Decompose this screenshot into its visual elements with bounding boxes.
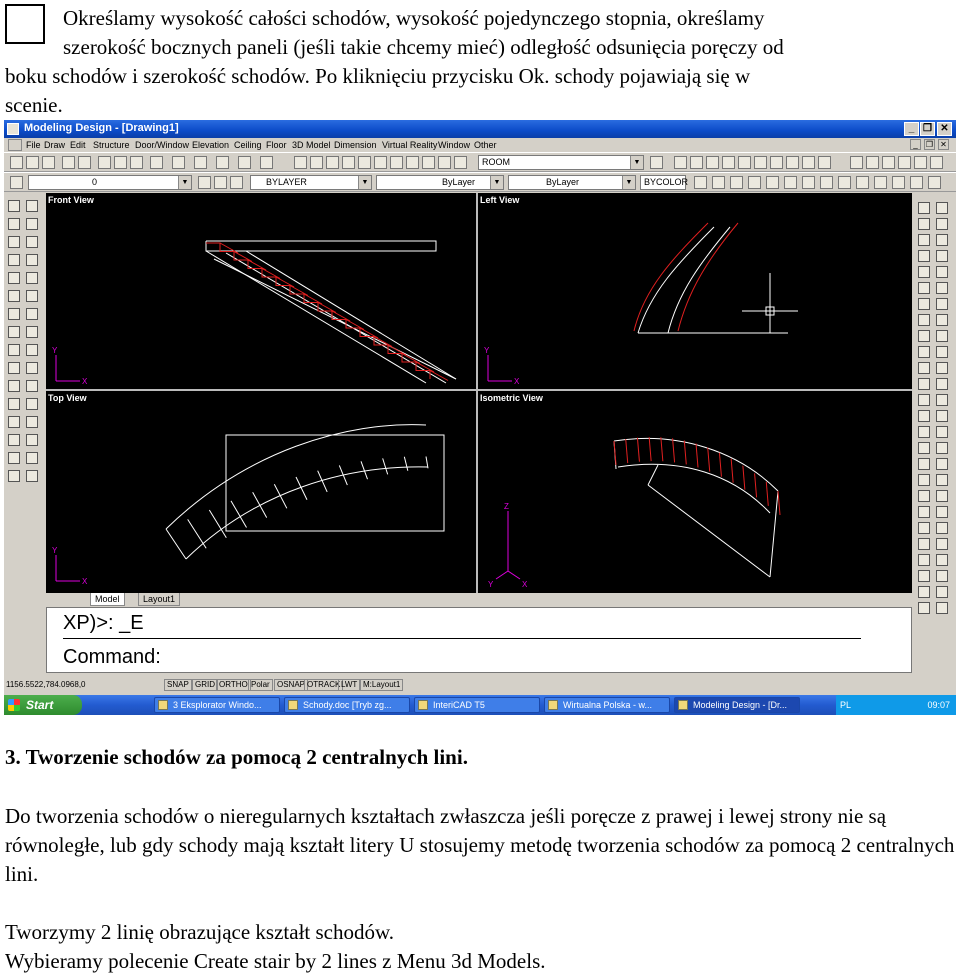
- menu-file[interactable]: File: [26, 140, 41, 150]
- view-tool-icon[interactable]: [936, 314, 948, 326]
- menu-floor[interactable]: Floor: [266, 140, 287, 150]
- axis-y-label: Y: [52, 546, 58, 555]
- tool-icon[interactable]: [866, 156, 879, 169]
- axis-y-label: Y: [484, 346, 490, 355]
- print-icon[interactable]: [62, 156, 75, 169]
- menu-edit[interactable]: Edit: [70, 140, 86, 150]
- view-tool-icon[interactable]: [936, 474, 948, 486]
- view-tool-icon[interactable]: [936, 410, 948, 422]
- ucs-icon: [496, 511, 520, 579]
- instruction-line: Wybieramy polecenie Create stair by 2 lines z Menu 3d Models.: [5, 949, 546, 973]
- stair-tread: [209, 510, 226, 538]
- view-tool-icon[interactable]: [936, 218, 948, 230]
- dim-tool-icon[interactable]: [802, 176, 815, 189]
- room-combo[interactable]: [478, 155, 644, 170]
- view-tool-icon[interactable]: [918, 554, 930, 566]
- line-tool-icon[interactable]: [770, 156, 783, 169]
- stair-step-profile: [206, 243, 430, 379]
- clock: 09:07: [927, 700, 950, 710]
- stair-riser: [778, 491, 780, 515]
- stair-left-red: [634, 223, 738, 331]
- dim-tool-icon[interactable]: [730, 176, 743, 189]
- extend-icon[interactable]: [26, 380, 38, 392]
- command-history-line: XP)>: _E: [63, 612, 144, 634]
- view-tool-icon[interactable]: [918, 474, 930, 486]
- viewport-top-label: Top View: [48, 393, 87, 403]
- view-tool-icon[interactable]: [936, 538, 948, 550]
- taskbar-item[interactable]: [414, 697, 540, 713]
- dim-tool-icon[interactable]: [820, 176, 833, 189]
- view-tool-icon[interactable]: [936, 266, 948, 278]
- view-tool-icon[interactable]: [918, 602, 930, 614]
- otrack-toggle[interactable]: OTRACK: [304, 679, 343, 691]
- view-toolbar: [912, 192, 956, 632]
- stair-riser: [661, 437, 663, 461]
- pan-icon[interactable]: [216, 156, 229, 169]
- status-bar: [4, 678, 956, 693]
- front-view-drawing: [46, 193, 478, 391]
- stair-riser: [626, 439, 628, 463]
- command-prompt[interactable]: Command:: [63, 646, 161, 668]
- layer-icon[interactable]: [214, 176, 227, 189]
- view-tool-icon[interactable]: [936, 202, 948, 214]
- view-tool-icon[interactable]: [936, 522, 948, 534]
- line-tool-icon[interactable]: [722, 156, 735, 169]
- view-tool-icon[interactable]: [936, 394, 948, 406]
- stair-riser: [708, 448, 710, 472]
- view-tool-icon[interactable]: [918, 586, 930, 598]
- viewport-left-label: Left View: [480, 195, 520, 205]
- viewport-isometric[interactable]: [478, 391, 912, 593]
- document-icon: [8, 139, 22, 151]
- viewport-left[interactable]: [478, 193, 912, 391]
- tool-icon[interactable]: [914, 156, 927, 169]
- menu-3d-model[interactable]: 3D Model: [292, 140, 331, 150]
- new-icon[interactable]: [10, 156, 23, 169]
- instructions: [5, 918, 955, 976]
- axis-y-label: Y: [488, 580, 494, 589]
- layer-combo-value: 0: [92, 177, 98, 187]
- viewport-area[interactable]: [46, 193, 912, 593]
- tool-icon[interactable]: [390, 156, 403, 169]
- taskbar-item[interactable]: [284, 697, 410, 713]
- taskbar-item-label: Modeling Design - [Dr...: [693, 700, 788, 710]
- line-tool-icon[interactable]: [690, 156, 703, 169]
- layer-icon[interactable]: [230, 176, 243, 189]
- intro-line: boku schodów i szerokość schodów. Po kliknięciu przycisku Ok. schody pojawiają się w: [5, 64, 751, 88]
- undo-icon[interactable]: [172, 156, 185, 169]
- axis-z-label: Z: [504, 502, 509, 511]
- stair-riser: [755, 473, 757, 497]
- doc-close-button[interactable]: ✕: [938, 139, 949, 150]
- view-tool-icon[interactable]: [936, 234, 948, 246]
- tool-icon[interactable]: [342, 156, 355, 169]
- linetype-combo-value: ByLayer: [442, 177, 476, 187]
- break-icon[interactable]: [26, 398, 38, 410]
- offset-icon[interactable]: [26, 254, 38, 266]
- polyline-icon[interactable]: [8, 218, 20, 230]
- zoom-window-icon[interactable]: [918, 234, 930, 246]
- maximize-button[interactable]: ❐: [920, 122, 935, 136]
- view-tool-icon[interactable]: [918, 442, 930, 454]
- dim-tool-icon[interactable]: [928, 176, 941, 189]
- chevron-down-icon: ▼: [490, 176, 503, 189]
- left-view-drawing: [478, 193, 912, 391]
- point-icon[interactable]: [8, 416, 20, 428]
- axis-x-label: X: [514, 377, 520, 386]
- draw-toolbar: [4, 192, 44, 592]
- region-icon[interactable]: [8, 452, 20, 464]
- view-tool-icon[interactable]: [918, 522, 930, 534]
- view-tool-icon[interactable]: [918, 346, 930, 358]
- color-combo-value: BYLAYER: [266, 177, 307, 187]
- stair-front-red: [206, 243, 448, 381]
- stair-top-white: [166, 425, 428, 559]
- window-title: Modeling Design - [Drawing1]: [24, 122, 179, 134]
- line-tool-icon[interactable]: [706, 156, 719, 169]
- stretch-icon[interactable]: [26, 344, 38, 356]
- start-button[interactable]: [4, 695, 82, 715]
- lineweight-combo-value: ByLayer: [546, 177, 580, 187]
- chevron-down-icon: ▼: [358, 176, 371, 189]
- view-tool-icon[interactable]: [936, 330, 948, 342]
- cad-screenshot: [4, 120, 956, 715]
- dim-tool-icon[interactable]: [856, 176, 869, 189]
- stair-tread: [166, 529, 186, 559]
- stair-riser: [731, 459, 733, 483]
- ucs-icon: [56, 555, 80, 581]
- stair-front-white: [206, 241, 456, 383]
- top-view-drawing: [46, 391, 478, 593]
- line-icon[interactable]: [8, 200, 20, 212]
- axis-y-label: Y: [52, 346, 58, 355]
- tool-icon[interactable]: [438, 156, 451, 169]
- stair-iso-white: [614, 438, 778, 577]
- insert-block-icon[interactable]: [8, 380, 20, 392]
- axis-x-label: X: [82, 577, 88, 586]
- tool-icon[interactable]: [898, 156, 911, 169]
- stair-tread: [383, 458, 388, 474]
- isometric-view-drawing: [478, 391, 912, 593]
- tool-icon[interactable]: [310, 156, 323, 169]
- polar-toggle[interactable]: Polar: [248, 679, 273, 691]
- line-tool-icon[interactable]: [818, 156, 831, 169]
- doc-minimize-button[interactable]: _: [910, 139, 921, 150]
- view-tool-icon[interactable]: [918, 538, 930, 550]
- zoom-icon[interactable]: [238, 156, 251, 169]
- rectangle-icon[interactable]: [8, 254, 20, 266]
- menu-virtual-reality[interactable]: Virtual Reality: [382, 140, 438, 150]
- view-tool-icon[interactable]: [936, 570, 948, 582]
- coordinate-readout: 1156.5522,784.0968,0: [6, 680, 86, 689]
- crosshair-cursor: [742, 273, 798, 333]
- standard-toolbar: [4, 152, 956, 172]
- browser-icon: [548, 700, 558, 710]
- tool-icon[interactable]: [358, 156, 371, 169]
- stair-riser: [673, 438, 675, 462]
- erase-icon[interactable]: [26, 200, 38, 212]
- chamfer-icon[interactable]: [26, 434, 38, 446]
- revcloud-icon[interactable]: [8, 308, 20, 320]
- trim-icon[interactable]: [26, 362, 38, 374]
- stair-riser: [766, 482, 768, 506]
- dim-tool-icon[interactable]: [892, 176, 905, 189]
- stair-tread: [404, 457, 408, 471]
- minimize-button[interactable]: _: [904, 122, 919, 136]
- windows-logo-icon: [8, 699, 20, 711]
- menu-structure[interactable]: Structure: [93, 140, 130, 150]
- model-layout-toggle[interactable]: M:Layout1: [360, 679, 403, 691]
- taskbar-item-active[interactable]: [674, 697, 800, 713]
- system-tray: [836, 695, 956, 715]
- view-tool-icon[interactable]: [918, 570, 930, 582]
- tool-icon[interactable]: [882, 156, 895, 169]
- section-heading: 3. Tworzenie schodów za pomocą 2 centralnych lini.: [5, 745, 468, 769]
- rotate-icon[interactable]: [26, 308, 38, 320]
- mirror-icon[interactable]: [26, 236, 38, 248]
- menu-ceiling[interactable]: Ceiling: [234, 140, 262, 150]
- view-tool-icon[interactable]: [936, 506, 948, 518]
- grid-toggle[interactable]: GRID: [192, 679, 218, 691]
- intro-line: scenie.: [5, 93, 63, 117]
- menubar: [4, 138, 956, 152]
- view-tool-icon[interactable]: [918, 410, 930, 422]
- command-line[interactable]: [46, 607, 912, 673]
- zoom-realtime-icon[interactable]: [918, 202, 930, 214]
- taskbar-item-label: Wirtualna Polska - w...: [563, 700, 653, 710]
- word-icon: [288, 700, 298, 710]
- menu-door-window[interactable]: Door/Window: [135, 140, 190, 150]
- doc-restore-button[interactable]: ❐: [925, 140, 934, 149]
- view-tool-icon[interactable]: [936, 458, 948, 470]
- start-label: Start: [26, 698, 54, 712]
- plotstyle-combo[interactable]: [640, 175, 689, 190]
- view-tool-icon[interactable]: [936, 250, 948, 262]
- menu-draw[interactable]: Draw: [44, 140, 66, 150]
- stair-top-treads: [166, 457, 428, 559]
- circle-icon[interactable]: [8, 290, 20, 302]
- dim-tool-icon[interactable]: [766, 176, 779, 189]
- view-tool-icon[interactable]: [936, 426, 948, 438]
- view-tool-icon[interactable]: [936, 298, 948, 310]
- view-tool-icon[interactable]: [936, 442, 948, 454]
- menu-dimension[interactable]: Dimension: [334, 140, 377, 150]
- dim-tool-icon[interactable]: [748, 176, 761, 189]
- tool-icon[interactable]: [406, 156, 419, 169]
- lineweight-combo[interactable]: [508, 175, 636, 190]
- line-tool-icon[interactable]: [738, 156, 751, 169]
- line-tool-icon[interactable]: [802, 156, 815, 169]
- view-tool-icon[interactable]: [936, 602, 948, 614]
- osnap-toggle[interactable]: OSNAP: [274, 679, 308, 691]
- view-tool-icon[interactable]: [918, 298, 930, 310]
- view-tool-icon[interactable]: [936, 346, 948, 358]
- stair-riser: [684, 440, 686, 464]
- chevron-down-icon: ▼: [630, 156, 643, 169]
- view-tool-icon[interactable]: [936, 586, 948, 598]
- viewport-front-label: Front View: [48, 195, 94, 205]
- folder-icon: [158, 700, 168, 710]
- dim-tool-icon[interactable]: [838, 176, 851, 189]
- copy-icon[interactable]: [114, 156, 127, 169]
- view-tool-icon[interactable]: [918, 314, 930, 326]
- viewport-front[interactable]: [46, 193, 478, 391]
- color-combo[interactable]: [250, 175, 372, 190]
- menu-window[interactable]: Window: [438, 140, 471, 150]
- stair-tread: [274, 484, 287, 508]
- line-tool-icon[interactable]: [754, 156, 767, 169]
- stair-tread: [188, 519, 207, 548]
- dim-tool-icon[interactable]: [694, 176, 707, 189]
- stair-riser: [649, 437, 651, 461]
- room-combo-value: ROOM: [482, 157, 510, 167]
- polygon-icon[interactable]: [8, 236, 20, 248]
- stair-riser: [696, 444, 698, 468]
- stair-iso-red: [614, 437, 780, 515]
- view-tool-icon[interactable]: [918, 266, 930, 278]
- layers-toolbar: [4, 172, 956, 192]
- app-icon: [7, 123, 19, 135]
- view-tool-icon[interactable]: [918, 426, 930, 438]
- axis-x-label: X: [82, 377, 88, 386]
- spline-icon[interactable]: [8, 326, 20, 338]
- instruction-line: Tworzymy 2 linię obrazujące kształt schodów.: [5, 920, 395, 944]
- tool-icon[interactable]: [850, 156, 863, 169]
- view-tool-icon[interactable]: [918, 378, 930, 390]
- layer-prev-icon[interactable]: [198, 176, 211, 189]
- stair-riser: [719, 453, 721, 477]
- viewport-top[interactable]: [46, 391, 478, 593]
- taskbar-item[interactable]: [544, 697, 670, 713]
- view-tool-icon[interactable]: [918, 506, 930, 518]
- view-tool-icon[interactable]: [918, 330, 930, 342]
- plotstyle-combo-value: BYCOLOR: [644, 177, 689, 187]
- chevron-down-icon: ▼: [178, 176, 191, 189]
- intro-line: szerokość bocznych paneli (jeśli takie chcemy mieć) odległość odsunięcia poręczy od: [63, 35, 784, 59]
- ellipse-icon[interactable]: [8, 344, 20, 356]
- make-block-icon[interactable]: [8, 398, 20, 410]
- tool-icon[interactable]: [294, 156, 307, 169]
- tool-icon[interactable]: [650, 156, 663, 169]
- stair-left-outline: [638, 227, 788, 333]
- taskbar-item[interactable]: [154, 697, 280, 713]
- view-tool-icon[interactable]: [918, 458, 930, 470]
- ucs-icon: [488, 355, 512, 381]
- fillet-icon[interactable]: [26, 452, 38, 464]
- array-icon[interactable]: [26, 272, 38, 284]
- axis-x-label: X: [522, 580, 528, 589]
- taskbar-item-label: 3 Eksplorator Windo...: [173, 700, 262, 710]
- match-properties-icon[interactable]: [150, 156, 163, 169]
- open-icon[interactable]: [26, 156, 39, 169]
- tab-layout1[interactable]: Layout1: [138, 593, 180, 606]
- layer-combo[interactable]: [28, 175, 192, 190]
- ortho-toggle[interactable]: ORTHO: [216, 679, 251, 691]
- dim-tool-icon[interactable]: [874, 176, 887, 189]
- snap-toggle[interactable]: SNAP: [164, 679, 192, 691]
- save-icon[interactable]: [42, 156, 55, 169]
- taskbar-item-label: InteriCAD T5: [433, 700, 485, 710]
- close-button[interactable]: ✕: [937, 122, 952, 136]
- tab-model[interactable]: Model: [90, 593, 125, 606]
- view-tool-icon[interactable]: [918, 394, 930, 406]
- tool-icon[interactable]: [454, 156, 467, 169]
- tool-icon[interactable]: [930, 156, 943, 169]
- view-tool-icon[interactable]: [918, 282, 930, 294]
- view-tool-icon[interactable]: [936, 282, 948, 294]
- view-tool-icon[interactable]: [918, 362, 930, 374]
- linetype-combo[interactable]: [376, 175, 504, 190]
- redo-icon[interactable]: [194, 156, 207, 169]
- move-icon[interactable]: [26, 290, 38, 302]
- body-paragraph: Do tworzenia schodów o nieregularnych kształtach zwłaszcza jeśli poręcze z prawej i lewej strony nie są równoległe, lub gdy schody mają kształt litery U stosujemy metodę tworzenia schodów za pomocą 2 centralnych lini.: [5, 804, 955, 886]
- cad-app-icon: [678, 700, 688, 710]
- intro-paragraph: [5, 4, 955, 120]
- copy-icon[interactable]: [26, 218, 38, 230]
- join-icon[interactable]: [26, 416, 38, 428]
- view-tool-icon[interactable]: [936, 362, 948, 374]
- stair-riser: [637, 438, 639, 462]
- chevron-down-icon: ▼: [622, 176, 635, 189]
- ucs-icon: [56, 355, 80, 381]
- explode-icon[interactable]: [26, 470, 38, 482]
- line-tool-icon[interactable]: [786, 156, 799, 169]
- dim-tool-icon[interactable]: [712, 176, 725, 189]
- viewport-isometric-label: Isometric View: [480, 393, 543, 403]
- view-tool-icon[interactable]: [936, 554, 948, 566]
- arc-icon[interactable]: [8, 272, 20, 284]
- menu-elevation[interactable]: Elevation: [192, 140, 230, 150]
- view-tool-icon[interactable]: [936, 490, 948, 502]
- paste-icon[interactable]: [130, 156, 143, 169]
- view-tool-icon[interactable]: [918, 490, 930, 502]
- zoom-out-icon[interactable]: [918, 218, 930, 230]
- intro-line: Określamy wysokość całości schodów, wysokość pojedynczego stopnia, określamy: [63, 6, 765, 30]
- taskbar-item-label: Schody.doc [Tryb zg...: [303, 700, 392, 710]
- room-rectangle: [226, 435, 444, 531]
- zoom-extents-icon[interactable]: [918, 250, 930, 262]
- ellipse-arc-icon[interactable]: [8, 362, 20, 374]
- lwt-toggle[interactable]: LWT: [338, 679, 360, 691]
- window-titlebar: [4, 120, 956, 138]
- dim-tool-icon[interactable]: [910, 176, 923, 189]
- mtext-icon[interactable]: [8, 470, 20, 482]
- language-indicator[interactable]: PL: [840, 700, 852, 710]
- tool-icon[interactable]: [326, 156, 339, 169]
- stair-riser: [743, 466, 745, 490]
- taskbar: [4, 695, 956, 715]
- scale-icon[interactable]: [26, 326, 38, 338]
- menu-other[interactable]: Other: [474, 140, 497, 150]
- preview-icon[interactable]: [78, 156, 91, 169]
- cut-icon[interactable]: [98, 156, 111, 169]
- layout-tabs: [46, 593, 912, 607]
- command-divider: [63, 638, 861, 639]
- stair-tread: [253, 492, 267, 517]
- view-tool-icon[interactable]: [936, 378, 948, 390]
- dim-tool-icon[interactable]: [784, 176, 797, 189]
- line-tool-icon[interactable]: [674, 156, 687, 169]
- tool-icon[interactable]: [374, 156, 387, 169]
- hatch-icon[interactable]: [8, 434, 20, 446]
- layers-icon[interactable]: [10, 176, 23, 189]
- help-icon[interactable]: [260, 156, 273, 169]
- intericad-icon: [418, 700, 428, 710]
- tool-icon[interactable]: [422, 156, 435, 169]
